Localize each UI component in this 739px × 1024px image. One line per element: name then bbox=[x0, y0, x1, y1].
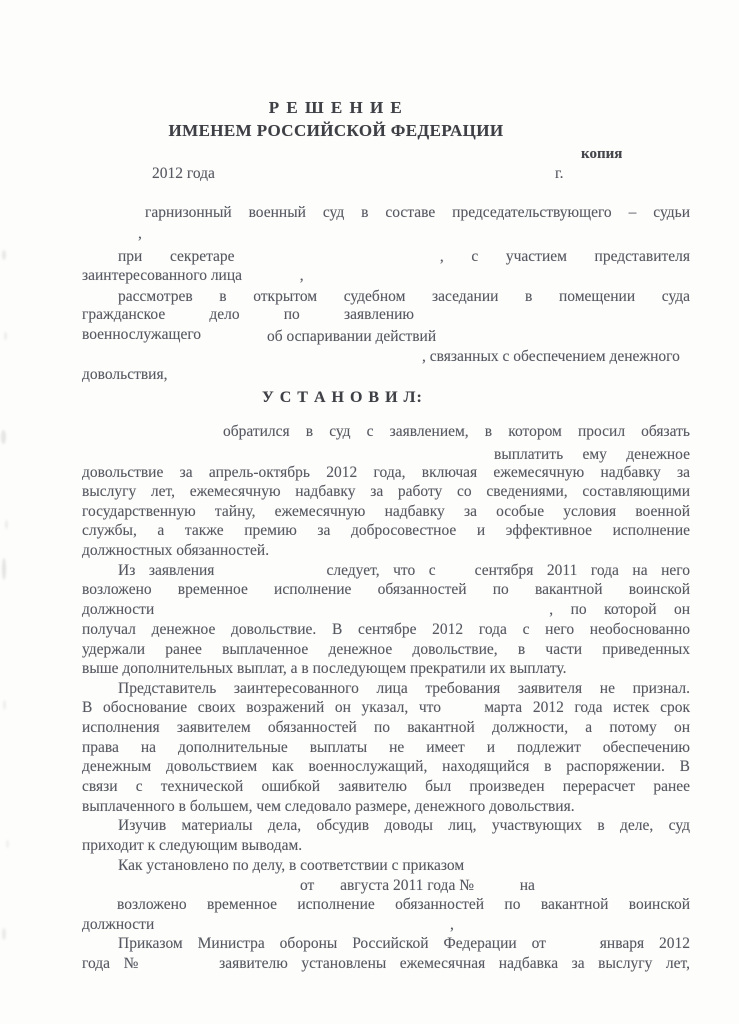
text-line: от августа 2011 года № на bbox=[300, 877, 535, 894]
text-line: В обоснование своих возражений он указал, что марта 2012 года истек срок bbox=[82, 699, 690, 716]
decision-subtitle: ИМЕНЕМ РОССИЙСКОЙ ФЕДЕРАЦИИ bbox=[168, 121, 504, 140]
text-line: должности , по которой он bbox=[82, 601, 691, 618]
redacted-gap bbox=[452, 711, 474, 712]
text-line: Как установлено по делу, в соответствии с приказом bbox=[118, 857, 465, 874]
text-line: возложено временное исполнение обязанностей по вакантной воинской bbox=[117, 896, 690, 913]
text-line: рассмотрев в открытом судебном заседании в помещении суда bbox=[118, 288, 690, 305]
text-line: обратился в суд с заявлением, в котором просил обязать bbox=[223, 423, 690, 440]
scan-artifact bbox=[1, 430, 6, 444]
text-line: выслугу лет, ежемесячную надбавку за работу со сведениями, составляющими bbox=[82, 483, 690, 500]
text-line: исполнения заявителем обязанностей по вакантной должности, а потому он bbox=[82, 719, 690, 736]
text-line: удержали ранее выплаченное денежное довольствие, в части приведенных bbox=[82, 641, 690, 658]
document-header bbox=[0, 96, 672, 142]
copy-stamp: копия bbox=[581, 146, 623, 162]
text-line: права на дополнительные выплаты не имеет и подлежит обеспечению bbox=[82, 739, 690, 756]
text-line: при секретаре , с участием представителя bbox=[118, 248, 691, 265]
scan-artifact bbox=[2, 250, 6, 260]
text-line: возложено временное исполнение обязанностей по вакантной воинской bbox=[82, 581, 690, 598]
text-line: гражданское дело по заявлению военнослужащего bbox=[82, 306, 414, 343]
text-line: об оспаривании действий bbox=[267, 328, 437, 345]
text-line: выше дополнительных выплат, а в последующем прекратили их выплату. bbox=[82, 660, 567, 677]
text-line: приходит к следующим выводам. bbox=[82, 837, 303, 854]
text-line: денежным довольствием как военнослужащий, находящийся в распоряжении. В bbox=[82, 758, 690, 775]
redacted-gap bbox=[162, 967, 206, 968]
scan-artifact bbox=[5, 520, 8, 529]
scan-artifact bbox=[2, 558, 6, 580]
scan-artifact bbox=[2, 928, 6, 940]
text-line: получал денежное довольствие. В сентябре 2012 года с него необоснованно bbox=[82, 621, 690, 638]
text-line: довольствие за апрель-октябрь 2012 года, включая ежемесячную надбавку за bbox=[82, 464, 690, 481]
text-line: связи с технической ошибкой заявителю был произведен перерасчет ранее bbox=[82, 778, 690, 795]
text-line: Изучив материалы дела, обсудив доводы лиц, участвующих в деле, суд bbox=[118, 817, 690, 834]
text-line: , bbox=[138, 225, 142, 242]
text-line: выплатить ему денежное bbox=[494, 446, 690, 463]
decision-title: Р Е Ш Е Н И Е bbox=[268, 98, 404, 117]
redacted-gap bbox=[158, 928, 446, 929]
text-line: Представитель заинтересованного лица требования заявителя не признал. bbox=[118, 680, 690, 697]
text-line: выплаченного в большем, чем следовало размере, денежного довольствия. bbox=[82, 798, 575, 815]
redacted-gap bbox=[449, 574, 461, 575]
date-year-text: 2012 года bbox=[152, 165, 215, 182]
scan-artifact bbox=[3, 700, 6, 710]
scan-artifact bbox=[4, 332, 7, 340]
text-line: , связанных с обеспечением денежного bbox=[422, 348, 680, 365]
text-line: гарнизонный военный суд в составе председательствующего – судьи bbox=[145, 204, 690, 221]
redacted-gap bbox=[318, 889, 336, 890]
redacted-gap bbox=[246, 279, 296, 280]
text-line: государственную тайну, ежемесячную надбавку за особые условия военной bbox=[82, 503, 690, 520]
scan-artifact bbox=[6, 840, 9, 848]
city-text: г. bbox=[555, 165, 564, 182]
redacted-gap bbox=[262, 260, 412, 261]
text-line: Из заявления следует, что с сентября 2011 года на него bbox=[118, 562, 691, 579]
text-line: довольствия, bbox=[82, 366, 168, 383]
redacted-gap bbox=[478, 889, 516, 890]
redacted-gap bbox=[561, 947, 585, 948]
established-heading: У С Т А Н О В И Л: bbox=[262, 389, 423, 406]
redacted-gap bbox=[172, 613, 532, 614]
text-line: должностных обязанностей. bbox=[82, 542, 270, 559]
text-line: Приказом Министра обороны Российской Федерации от января 2012 bbox=[118, 935, 690, 952]
text-line: службы, а также премию за добросовестное и эффективное исполнение bbox=[82, 522, 690, 539]
text-line: заинтересованного лица , bbox=[82, 267, 304, 284]
text-line: должности , bbox=[82, 916, 454, 933]
redacted-gap bbox=[228, 574, 313, 575]
text-line: года № заявителю установлены ежемесячная надбавка за выслугу лет, bbox=[82, 955, 690, 972]
